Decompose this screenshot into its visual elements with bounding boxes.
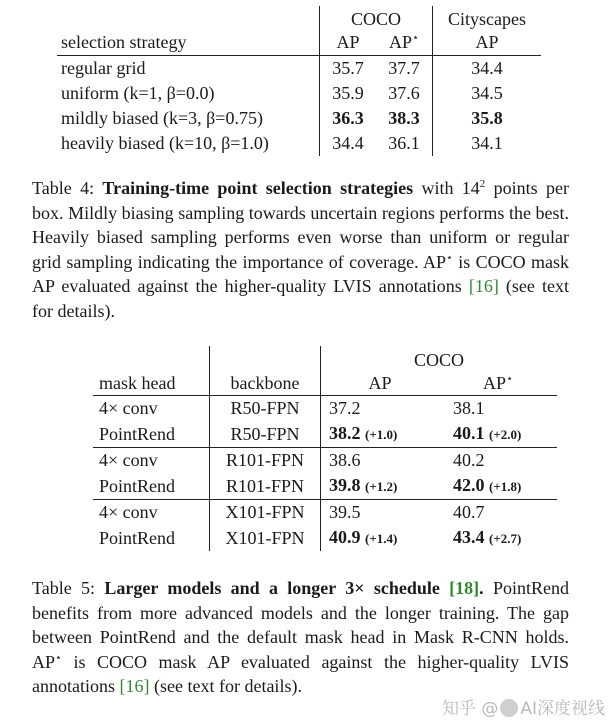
table-4-caption: Table 4: Training-time point selection strategies with $14^2$ points per box. Mildly biasing sampling towards uncertain regions performs the best. Heavily biased sampling performs even worse than uniform or regular grid sampling indicating the importance of coverage. AP⋆ is COCO mask AP evaluated against the higher-quality LVIS annotations [16] (see text for details). bbox=[32, 178, 569, 321]
mask-head-header: mask head bbox=[93, 372, 210, 396]
table-row bbox=[57, 81, 541, 106]
empty-header-cell bbox=[57, 6, 320, 31]
backbone-cell: X101-FPN bbox=[210, 500, 321, 526]
value: 38.6 bbox=[329, 450, 361, 470]
ap-cell bbox=[321, 448, 440, 474]
apstar-cell bbox=[439, 421, 557, 448]
ap-cell: 35.9 bbox=[320, 81, 377, 106]
table-5-caption: Table 5: Larger models and a longer 3× schedule [18]. PointRend benefits from more advanced models and the longer training. The gap between PointRend and the default mask head in Mask R-CNN holds. AP⋆ is COCO mask AP evaluated against the higher-quality LVIS annotations [16] (see text for details). bbox=[32, 578, 569, 697]
cityscapes-ap-cell: 34.1 bbox=[433, 131, 542, 156]
apstar-cell bbox=[439, 473, 557, 500]
empty-header-cell bbox=[210, 346, 321, 372]
cityscapes-ap-header: AP bbox=[433, 31, 542, 56]
cityscapes-ap-cell: 34.5 bbox=[433, 81, 542, 106]
delta-value: (+2.0) bbox=[489, 427, 522, 442]
table-row bbox=[57, 131, 541, 156]
mask-head-cell: PointRend bbox=[93, 473, 210, 500]
delta-value: (+1.4) bbox=[365, 531, 398, 546]
strategy-cell: regular grid bbox=[61, 58, 146, 78]
ap-header: AP bbox=[320, 31, 377, 56]
table-row bbox=[93, 500, 557, 526]
value: 42.0 bbox=[453, 475, 485, 495]
table-row bbox=[57, 56, 541, 82]
value: 40.1 bbox=[453, 423, 485, 443]
strategy-cell: mildly biased (k=3, β=0.75) bbox=[61, 108, 263, 128]
apstar-cell: 38.3 bbox=[388, 108, 420, 128]
table-4 bbox=[57, 6, 541, 156]
mask-head-cell: 4× conv bbox=[99, 502, 158, 522]
ap-cell bbox=[321, 500, 440, 526]
cityscapes-ap-cell: 34.4 bbox=[433, 56, 542, 82]
citation-link[interactable]: [16] bbox=[119, 676, 150, 697]
backbone-cell: R101-FPN bbox=[210, 473, 321, 500]
ap-cell: 35.7 bbox=[320, 56, 377, 82]
selection-strategy-header: selection strategy bbox=[57, 31, 320, 56]
mask-head-cell: 4× conv bbox=[99, 450, 158, 470]
mask-head-cell: 4× conv bbox=[99, 398, 158, 418]
table-row bbox=[93, 448, 557, 474]
table-row bbox=[93, 473, 557, 500]
cityscapes-ap-cell: 35.8 bbox=[433, 106, 542, 131]
apstar-cell: 36.1 bbox=[388, 133, 420, 153]
table-row bbox=[93, 396, 557, 422]
ap-cell: 34.4 bbox=[320, 131, 377, 156]
apstar-cell: 37.7 bbox=[388, 58, 420, 78]
table-row bbox=[57, 106, 541, 131]
apstar-cell: 37.6 bbox=[388, 83, 420, 103]
apstar-header: AP⋆ bbox=[439, 372, 557, 396]
coco-group-header: COCO bbox=[320, 6, 433, 31]
value: 39.5 bbox=[329, 502, 361, 522]
apstar-cell bbox=[439, 396, 557, 422]
ap-cell bbox=[321, 473, 440, 500]
ap-header: AP bbox=[321, 372, 440, 396]
ap-cell bbox=[321, 421, 440, 448]
value: 40.9 bbox=[329, 527, 361, 547]
ap-cell bbox=[321, 525, 440, 551]
apstar-cell bbox=[439, 500, 557, 526]
value: 37.2 bbox=[329, 398, 361, 418]
mask-head-cell: PointRend bbox=[99, 527, 176, 548]
backbone-cell: R101-FPN bbox=[210, 448, 321, 474]
coco-group-header: COCO bbox=[321, 346, 558, 372]
apstar-cell bbox=[439, 448, 557, 474]
mask-head-cell: PointRend bbox=[93, 421, 210, 448]
backbone-cell: R50-FPN bbox=[210, 421, 321, 448]
delta-value: (+1.2) bbox=[365, 479, 398, 494]
backbone-cell: R50-FPN bbox=[210, 396, 321, 422]
strategy-cell: heavily biased (k=10, β=1.0) bbox=[61, 133, 269, 153]
delta-value: (+1.0) bbox=[365, 427, 398, 442]
delta-value: (+1.8) bbox=[489, 479, 522, 494]
backbone-cell: X101-FPN bbox=[210, 525, 321, 551]
value: 38.2 bbox=[329, 423, 361, 443]
value: 43.4 bbox=[453, 527, 485, 547]
strategy-cell: uniform (k=1, β=0.0) bbox=[61, 83, 215, 103]
cityscapes-group-header: Cityscapes bbox=[433, 6, 542, 31]
apstar-header: AP⋆ bbox=[376, 31, 433, 56]
table-row bbox=[93, 525, 557, 551]
value: 38.1 bbox=[453, 398, 485, 418]
delta-value: (+2.7) bbox=[489, 531, 522, 546]
avatar-icon bbox=[500, 699, 518, 717]
table-row bbox=[93, 421, 557, 448]
table-5-body bbox=[93, 396, 557, 552]
ap-cell: 36.3 bbox=[320, 106, 377, 131]
citation-link[interactable]: [16] bbox=[468, 276, 499, 297]
table-5 bbox=[93, 346, 557, 551]
table-4-body bbox=[57, 56, 541, 157]
ap-cell bbox=[321, 396, 440, 422]
empty-header-cell bbox=[93, 346, 210, 372]
value: 40.7 bbox=[453, 502, 485, 522]
apstar-cell bbox=[439, 525, 557, 551]
value: 40.2 bbox=[453, 450, 485, 470]
backbone-header: backbone bbox=[210, 372, 321, 396]
value: 39.8 bbox=[329, 475, 361, 495]
watermark: 知乎 @ AI深度视线 bbox=[441, 699, 605, 719]
citation-link[interactable]: [18] bbox=[449, 578, 480, 598]
